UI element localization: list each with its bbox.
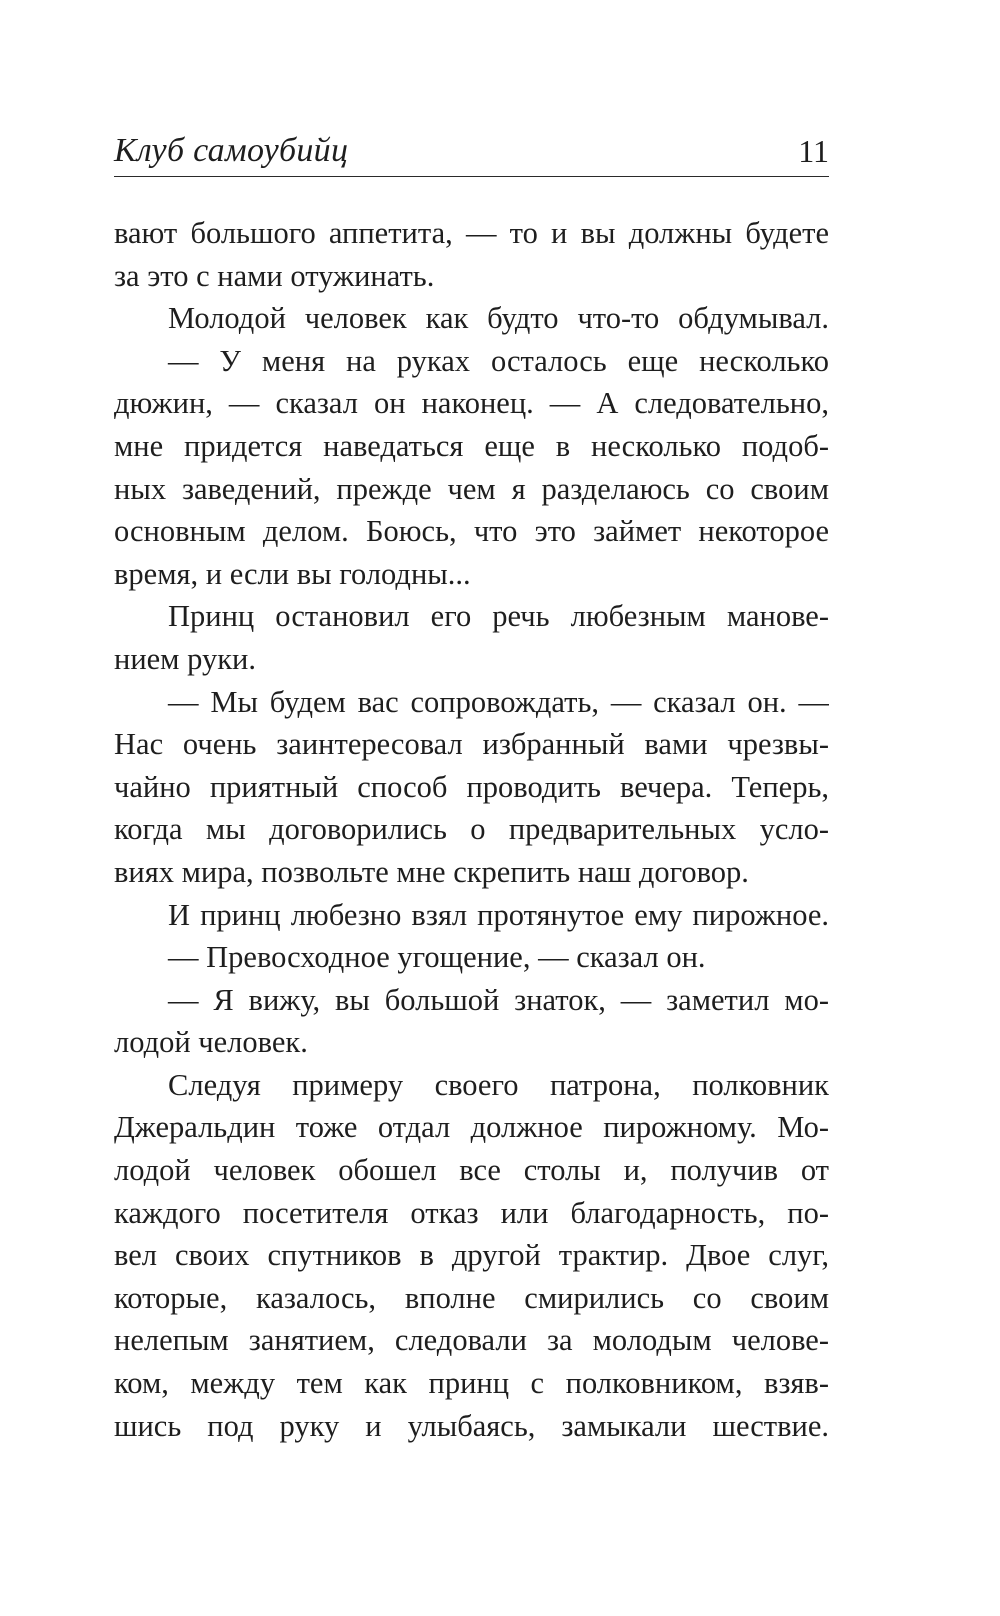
text-line: — Я вижу, вы большой знаток, — заметил мо-	[168, 982, 829, 1017]
text-line: Нас очень заинтересовал избранный вами чрезвы-	[114, 727, 829, 762]
page-number: 11	[798, 133, 829, 169]
body-text	[114, 212, 829, 1447]
text-line: мне придется наведаться еще в несколько подоб-	[114, 428, 829, 463]
text-line: вел своих спутников в другой трактир. Двое слуг,	[114, 1238, 829, 1273]
text-line: лодой человек обошел все столы и, получив от	[114, 1153, 829, 1188]
text-line: — Превосходное угощение, — сказал он.	[168, 940, 706, 975]
text-line: которые, казалось, вполне смирились со своим	[114, 1280, 829, 1315]
text-line: ных заведений, прежде чем я разделаюсь со своим	[114, 471, 829, 506]
text-line: нием руки.	[114, 641, 256, 676]
text-line: И принц любезно взял протянутое ему пирожное.	[168, 897, 829, 932]
text-line: ком, между тем как принц с полковником, взяв-	[114, 1366, 829, 1401]
text-line: Принц остановил его речь любезным манове-	[168, 599, 829, 634]
text-line: когда мы договорились о предварительных усло-	[114, 812, 829, 847]
text-line: — У меня на руках осталось еще несколько	[168, 343, 829, 378]
text-line: виях мира, позвольте мне скрепить наш договор.	[114, 854, 749, 889]
text-line: — Мы будем вас сопровождать, — сказал он. —	[168, 684, 829, 719]
text-line: шись под руку и улыбаясь, замыкали шествие.	[114, 1408, 829, 1443]
text-line: вают большого аппетита, — то и вы должны будете	[114, 216, 829, 250]
running-title: Клуб самоубийц	[114, 132, 349, 169]
text-line: Молодой человек как будто что-то обдумывал.	[168, 301, 829, 336]
text-line: основным делом. Боюсь, что это займет некоторое	[114, 514, 829, 549]
text-line: дюжин, — сказал он наконец. — А следовательно,	[114, 386, 829, 421]
text-line: нелепым занятием, следовали за молодым челове-	[114, 1323, 829, 1358]
text-line: Следуя примеру своего патрона, полковник	[168, 1067, 829, 1102]
text-line: Джеральдин тоже отдал должное пирожному. Мо-	[114, 1110, 829, 1145]
text-line: за это с нами отужинать.	[114, 258, 435, 293]
running-header	[114, 131, 829, 175]
text-line: время, и если вы голодны...	[114, 556, 471, 591]
text-line: лодой человек.	[114, 1025, 308, 1060]
header-rule	[114, 176, 829, 177]
text-line: каждого посетителя отказ или благодарность, по-	[114, 1195, 829, 1230]
text-line: чайно приятный способ проводить вечера. Теперь,	[114, 769, 829, 804]
